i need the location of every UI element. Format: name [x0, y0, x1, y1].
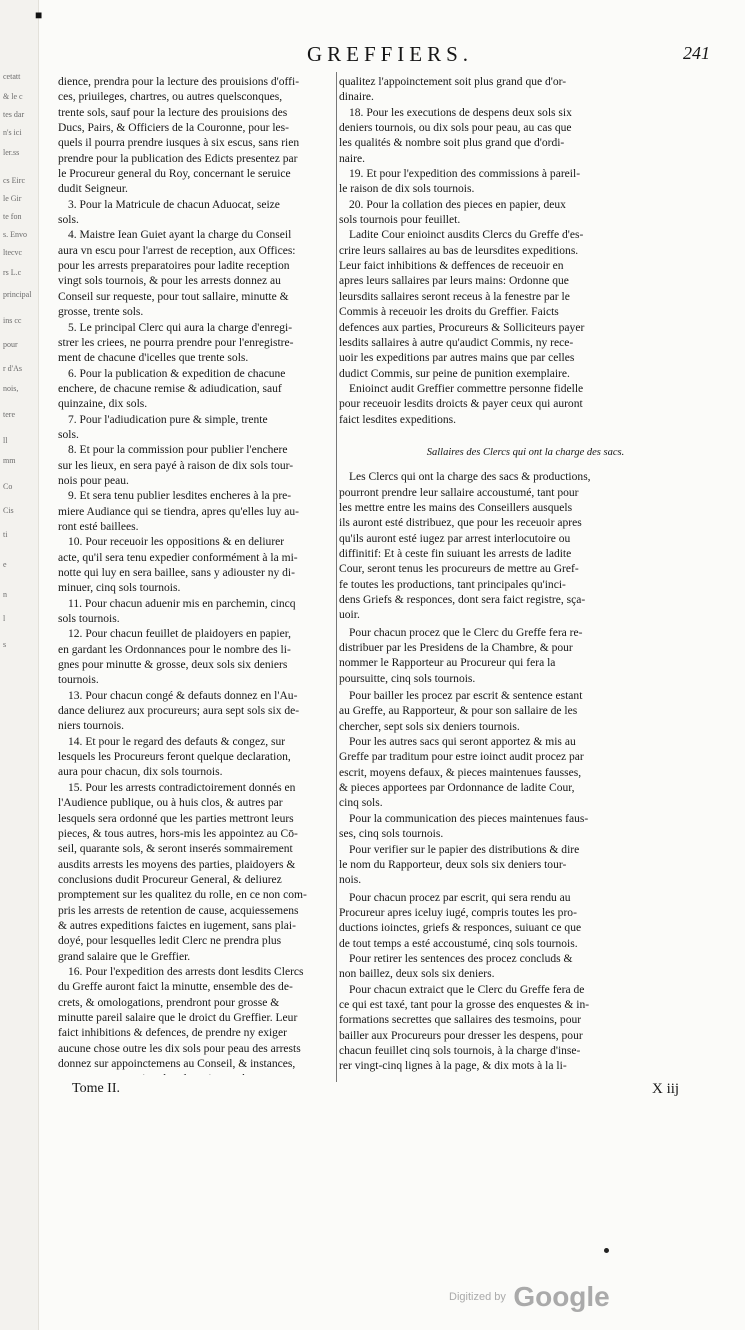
folio-number: 241 [683, 43, 710, 63]
text-line: Conseil sur requeste, pour tout sallaire, minutte & [58, 290, 289, 303]
text-line: grand salaire que le Greffier. [58, 950, 191, 963]
text-line: Pour les autres sacs qui seront apportez & mis au [349, 736, 576, 749]
text-line: qu'ils auront esté iugez par arrest interlocutoire ou [339, 532, 571, 545]
volume-label: Tome II. [72, 1081, 121, 1096]
text-line: le nom du Rapporteur, deux sols six deniers tour- [339, 858, 567, 871]
text-line: ils auront esté distribuez, que pour les receuoir apres [339, 517, 582, 530]
text-line: seil, quarante sols, & seront inserés sommairement [58, 843, 293, 856]
text-line: pour les arrests preparatoires pour ladite reception [58, 260, 290, 273]
margin-fragment: ins cc [3, 316, 22, 325]
margin-fragment: ll [3, 436, 8, 445]
text-line: escrit, moyens defaux, & pieces maintenues fausses, [339, 766, 582, 779]
text-line: aucune chose outre les dix sols pour peau des arrests [58, 1042, 301, 1055]
text-line: Pour retirer les sentences des procez concluds & [349, 952, 573, 965]
text-line: & pieces apportees par Ordonnance de ladite Cour, [339, 782, 575, 795]
text-line: & autres expeditions faictes en iugement, sans plai- [58, 919, 296, 932]
margin-fragment: Cis [3, 506, 14, 515]
text-line: prendre pour la publication des Edicts presentez par [58, 152, 298, 165]
text-line: le Procureur general du Roy, concernant le seruice [58, 168, 291, 181]
text-line: grosse, trente sols. [58, 306, 144, 319]
text-line: du Greffe auront faict la minutte, ensemble des de- [58, 981, 293, 994]
text-line: cinq sols. [339, 797, 383, 810]
text-line: nois pour peau. [58, 474, 129, 487]
adjacent-page-margin [0, 0, 39, 1330]
text-line: tournois. [58, 674, 99, 687]
text-line: trente sols, sauf pour la lecture des prouisions des [58, 106, 288, 119]
text-line: lesquels les Procureurs feront quelque declaration, [58, 751, 291, 764]
text-line: ausdits arrests les moyens des parties, plaidoyers & [58, 858, 296, 871]
text-line: aura pour chacun, dix sols tournois. [58, 766, 223, 779]
text-line: en gardant les Ordonnances pour le nombre des li- [58, 643, 291, 656]
text-line: sols. [58, 428, 79, 441]
margin-fragment: principal [3, 290, 32, 299]
text-line: dance deliurez aux procureurs; aura sept sols six de- [58, 705, 300, 718]
margin-fragment: nois, [3, 384, 19, 393]
text-line: 18. Pour les executions de despens deux sols six [349, 106, 572, 119]
text-line: 13. Pour chacun congé & defauts donnez en l'Au- [68, 689, 298, 702]
text-line: dens Griefs & responces, dont sera faict registre, sça- [339, 594, 586, 606]
text-line: uoir. [339, 609, 360, 622]
margin-fragment: tes dar [3, 110, 25, 119]
text-line: l'Audience publique, ou à huis clos, & autres par [58, 797, 283, 810]
text-line: bailler aux Procureurs pour dresser les despens, pour [339, 1029, 583, 1042]
text-line: Ladite Cour enioinct ausdits Clercs du Greffe d'es- [349, 229, 584, 242]
margin-fragment: cetatt [3, 72, 21, 81]
text-line: uoir les expeditions par autres mains que par celles [339, 352, 575, 365]
text-line: sols. [58, 214, 79, 227]
text-line: vingt sols tournois, & pour les arrests donnez au [58, 275, 281, 288]
text-line: minutte pareil salaire que le droict du Greffier. Leur [58, 1011, 298, 1024]
text-line: diffinitif: Et à ceste fin suiuant les arrests de ladite [339, 547, 572, 560]
margin-fragment: n's ici [3, 128, 22, 137]
column-rule [336, 72, 337, 1082]
margin-fragment: e [3, 560, 7, 569]
text-line: au Greffe, au Rapporteur, & pour son sallaire de les [339, 705, 578, 718]
text-line: lesquels sera ordonné que les parties mettront leurs [58, 812, 294, 825]
margin-fragment: pour [3, 340, 18, 349]
text-line: Greffe par traditum pour estre ioinct audit procez par [339, 751, 584, 764]
text-line: gnes pour minutte & grosse, deux sols six deniers [58, 659, 288, 672]
text-line: 5. Le principal Clerc qui aura la charge d'enregi- [68, 321, 293, 334]
text-line: dinaire. [339, 91, 374, 104]
text-line: Pour chacun procez par escrit, qui sera rendu au [349, 891, 571, 904]
text-line: 10. Pour receuoir les oppositions & en deliurer [68, 536, 285, 549]
text-line: enchere, de chacune remise & adiudication, sauf [58, 382, 282, 395]
text-line: apres leurs sallaires par leurs mains: Ordonne que [339, 275, 569, 288]
text-line: Procureur apres iceluy iugé, compris toutes les pro- [339, 906, 577, 919]
text-line: Pour chacun extraict que le Clerc du Greffe fera de [349, 983, 585, 996]
right-column [339, 75, 712, 1075]
text-line: 4. Maistre Iean Guiet ayant la charge du Conseil [68, 229, 292, 242]
text-line: nommer le Rapporteur au Procureur qui fera la [339, 657, 556, 670]
margin-fragment: te fon [3, 212, 22, 221]
margin-fragment: r d'As [3, 364, 22, 373]
text-line: pour receuoir lesdits droicts & payer ceux qui auront [339, 398, 583, 411]
digitized-watermark [449, 1281, 610, 1313]
text-line: 12. Pour chacun feuillet de plaidoyers en papier, [68, 628, 292, 641]
text-line: Ducs, Pairs, & Officiers de la Couronne, pour les- [58, 122, 289, 135]
text-line: nois. [339, 874, 362, 887]
margin-fragment: ltecvc [3, 248, 23, 257]
text-line: naire. [339, 152, 365, 165]
text-line: chacun feuillet cinq sols tournois, à la charge d'inse- [339, 1044, 581, 1057]
text-line: strer les criees, ne pourra prendre pour l'enregistre- [58, 336, 294, 349]
running-head [70, 42, 710, 68]
text-line: faict lesdites expeditions. [339, 413, 457, 426]
text-line: ductions ioinctes, griefs & responces, suiuant ce que [339, 922, 582, 935]
text-line: formations secrettes que sallaires des tesmoins, pour [339, 1014, 582, 1027]
text-line: distribuer par les Presidens de la Chambre, & pour [339, 642, 573, 655]
text-line: doyé, pour lesquelles ledit Clerc ne prendra plus [58, 935, 282, 948]
signature-mark: X iij [652, 1081, 680, 1097]
text-line [58, 1072, 332, 1075]
text-line: lesdits sallaires à autre qu'audict Commis, ny rece- [339, 336, 574, 349]
text-line: de tout temps a esté accoustumé, cinq sols tournois. [339, 937, 578, 950]
margin-fragment: n [3, 590, 7, 599]
text-line: 3. Pour la Matricule de chacun Aduocat, seize [68, 198, 280, 211]
text-line: rer vingt-cinq lignes à la page, & dix mots à la li- [339, 1060, 567, 1073]
text-line: 14. Et pour le regard des defauts & congez, sur [68, 735, 286, 748]
section-heading: Sallaires des Clercs qui ont la charge des sacs. [426, 446, 625, 458]
text-line: pris les arrests de retention de cause, acquiessemens [58, 904, 299, 917]
text-line: 9. Et sera tenu publier lesdites encheres à la pre- [68, 490, 292, 503]
margin-fragment: l [3, 614, 6, 623]
text-line: sols tournois. [58, 613, 120, 626]
text-line: crire leurs sallaires au bas de leursdites expeditions. [339, 244, 579, 257]
text-line: dudit Seigneur. [58, 183, 128, 196]
text-line: conclusions dudit Procureur General, & deliurez [58, 873, 282, 886]
text-line: chercher, sept sols six deniers tournois. [339, 720, 520, 733]
text-line: niers tournois. [58, 720, 125, 733]
text-line: 20. Pour la collation des pieces en papier, deux [349, 198, 566, 211]
text-line: 16. Pour l'expedition des arrests dont lesdits Clercs [68, 965, 304, 978]
text-line: les mettre entre les mains des Conseillers ausquels [339, 501, 573, 514]
margin-fragment: cs Eirc [3, 176, 25, 185]
digitized-prefix: Digitized by [449, 1291, 506, 1303]
ink-dot [604, 1248, 609, 1253]
text-line: dience, prendra pour la lecture des prouisions d'offi- [58, 76, 300, 88]
text-line: quels il pourra prendre iusques à six escus, sans rien [58, 137, 300, 150]
margin-fragment: tere [3, 410, 15, 419]
text-line: qualitez l'appoinctement soit plus grand que d'or- [339, 76, 567, 88]
text-line: Pour la communication des pieces maintenues faus- [349, 812, 589, 825]
text-line: sols tournois pour feuillet. [339, 214, 461, 227]
text-line: Les Clercs qui ont la charge des sacs & productions, [349, 471, 591, 484]
text-line: 7. Pour l'adiudication pure & simple, trente [68, 413, 268, 426]
text-line: Commis à receuoir les droits du Greffier. Faicts [339, 306, 559, 319]
text-line: ses, cinq sols tournois. [339, 828, 444, 841]
text-line: pourront prendre leur sallaire accoustumé, tant pour [339, 486, 579, 499]
text-line: Cour, seront tenus les procureurs de mettre au Gref- [339, 563, 579, 576]
text-line: non baillez, deux sols six deniers. [339, 968, 495, 981]
text-line: quinzaine, dix sols. [58, 398, 148, 411]
margin-fragment: s. Envo [3, 230, 27, 239]
text-line: poursuitte, cinq sols tournois. [339, 672, 476, 685]
text-line: aura vn escu pour l'arrest de reception, aux Offices: [58, 244, 296, 257]
text-line: ce qui est taxé, tant pour la grosse des enquestes & in- [339, 998, 590, 1011]
text-line: pieces, & tous autres, hors-mis les appointez au Cō- [58, 827, 298, 840]
text-line: donnez sur appoinctemens au Conseil, & instances, [58, 1058, 296, 1070]
text-line: sur les lieux, en sera payé à raison de dix sols tour- [58, 459, 294, 472]
text-line: Pour chacun procez que le Clerc du Greffe fera re- [349, 626, 583, 639]
margin-fragment: Co [3, 482, 13, 491]
text-line: fe toutes les productions, tant principales qu'inci- [339, 578, 566, 591]
text-line: 11. Pour chacun aduenir mis en parchemin, cincq [68, 597, 296, 610]
text-line: leursdits sallaires seront receus à la fenestre par le [339, 290, 570, 303]
text-line: deniers tournois, ou dix sols pour peau, au cas que [339, 122, 572, 135]
margin-fragment: mm [3, 456, 16, 465]
text-line: dudict Commis, sur peine de punition exemplaire. [339, 367, 570, 380]
page-corner-mark: ■ [35, 8, 43, 22]
google-logo: Google [513, 1281, 610, 1312]
text-line: Pour verifier sur le papier des distributions & dire [349, 843, 580, 856]
text-line: Enioinct audit Greffier commettre personne fidelle [349, 382, 584, 395]
running-title: GREFFIERS. [306, 42, 474, 66]
text-line: notte qui luy en sera baillee, sans y adiouster ny di- [58, 567, 295, 579]
text-line: 19. Et pour l'expedition des commissions à pareil- [349, 168, 581, 181]
margin-fragment: le Gir [3, 194, 22, 203]
text-line: 8. Et pour la commission pour publier l'enchere [68, 444, 288, 457]
text-line: le raison de dix sols tournois. [339, 183, 475, 196]
margin-fragment: rs L.c [3, 268, 22, 277]
text-line: minuer, cinq sols tournois. [58, 582, 181, 595]
text-line: Leur faict inhibitions & deffences de receuoir en [339, 260, 564, 273]
margin-fragment: ler.ss [3, 148, 20, 157]
text-line: faict inhibitions & defences, de prendre ny exiger [58, 1027, 287, 1040]
margin-fragment: s [3, 640, 7, 649]
text-line: ces, priuileges, chartres, ou autres quelsconques, [58, 91, 283, 104]
left-column [58, 75, 332, 1075]
text-line: promptement sur les qualitez du rolle, en ce non com- [58, 889, 307, 902]
text-line: les qualités & nombre soit plus grand que d'ordi- [339, 137, 565, 150]
text-line: Pour bailler les procez par escrit & sentence estant [349, 690, 583, 703]
margin-fragment: & le c [3, 92, 23, 101]
text-line: 6. Pour la publication & expedition de chacune [68, 367, 286, 380]
text-line: 15. Pour les arrests contradictoirement donnés en [68, 781, 296, 794]
text-line: acte, qu'il sera tenu expedier conformément à la mi- [58, 551, 298, 564]
text-line: crets, & omologations, prendront pour grosse & [58, 996, 280, 1009]
text-line: defences aux parties, Procureurs & Solliciteurs payer [339, 321, 585, 334]
text-line: miere Audiance qui se tiendra, apres qu'elles luy au- [58, 505, 299, 518]
margin-fragment: ti [3, 530, 8, 539]
text-line: ront esté baillees. [58, 520, 139, 533]
text-line: ment de chacune d'icelles que trente sols. [58, 352, 249, 365]
